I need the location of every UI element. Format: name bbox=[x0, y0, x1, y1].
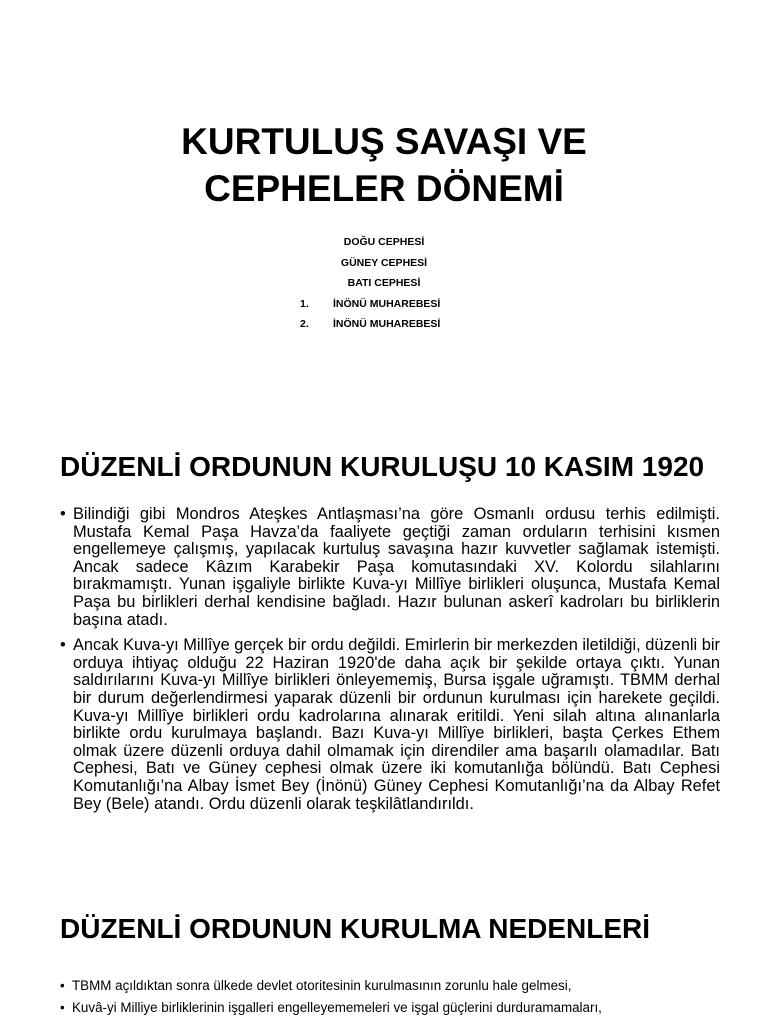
front-item-south: GÜNEY CEPHESİ bbox=[340, 256, 428, 269]
title-slide bbox=[0, 118, 768, 335]
main-title-line-2: CEPHELER DÖNEMİ bbox=[204, 168, 564, 209]
reason-item bbox=[60, 978, 740, 994]
paragraph-item bbox=[60, 506, 720, 629]
numbered-item-2 bbox=[300, 314, 500, 335]
main-title-line-1: KURTULUŞ SAVAŞI VE bbox=[181, 121, 587, 162]
section-title-army-establishment: DÜZENLİ ORDUNUN KURULUŞU 10 KASIM 1920 bbox=[60, 451, 705, 482]
front-list bbox=[0, 232, 768, 335]
reason-item bbox=[60, 1000, 740, 1016]
reasons-list bbox=[60, 978, 740, 1022]
bullet-icon: • bbox=[60, 1000, 65, 1015]
numbered-item-2-number: 2. bbox=[300, 318, 309, 330]
numbered-item-1 bbox=[300, 294, 500, 315]
bullet-icon: • bbox=[60, 978, 65, 993]
main-title bbox=[0, 118, 768, 212]
reason-text: Kuvâ-yi Milliye birliklerinin işgalleri engelleyememeleri ve işgal güçlerini durduramamaları, bbox=[72, 1000, 602, 1015]
numbered-item-1-text: İNÖNÜ MUHAREBESİ bbox=[333, 297, 441, 310]
numbered-item-2-text: İNÖNÜ MUHAREBESİ bbox=[333, 318, 441, 330]
paragraph-text: Bilindiği gibi Mondros Ateşkes Antlaşması’na göre Osmanlı ordusu terhis edilmişti. Mustafa Kemal Paşa Havza’da faaliyete geçtiği zaman orduların terhisini kısmen engellemeye çalışmış, yapılacak kurtuluş savaşına hazır kuvvetler sağlamak istemişti. Ancak sadece Kâzım Karabekir Paşa komutasındaki XV. Kolordu silahlarını bırakmamıştı. Yunan işgaliyle birlikte Kuva-yı Millîye birlikleri oluşunca, Mustafa Kemal Paşa bu birlikleri derhal kendisine bağladı. Hazır bulunan askerî kadroları bu birliklerin başına atadı. bbox=[73, 505, 720, 629]
numbered-item-1-number: 1. bbox=[300, 297, 309, 310]
front-item-west: BATI CEPHESİ bbox=[347, 277, 421, 289]
front-item-east: DOĞU CEPHESİ bbox=[343, 236, 425, 248]
paragraph-item bbox=[60, 637, 720, 813]
paragraph-text: Ancak Kuva-yı Millîye gerçek bir ordu değildi. Emirlerin bir merkezden iletildiği, düzenli bir orduya ihtiyaç olduğu 22 Haziran 1920'de daha açık bir şekilde ortaya çıktı. Yunan saldırılarını Kuva-yı Millîye birlikleri önleyememiş, Bursa işgale uğramıştı. TBMM derhal bir durum değerlendirmesi yaparak düzenli bir ordunun kurulması için harekete geçildi. Kuva-yı Millîye birlikleri ordu kadrolarına alınarak eritildi. Yeni silah altına alınanlarla birlikte ordu kurulmaya başlandı. Bazı Kuva-yı Millîye birlikleri, başta Çerkes Ethem olmak üzere düzenli orduya dahil olmamak için direndiler ama başarılı olamadılar. Batı Cephesi, Batı ve Güney cephesi olmak üzere iki komutanlığa bölündü. Batı Cephesi Komutanlığı’na Albay İsmet Bey (İnönü) Güney Cephesi Komutanlığı’na da Albay Refet Bey (Bele) atandı. Ordu düzenli olarak teşkilâtlandırıldı. bbox=[73, 636, 720, 813]
army-establishment-paragraphs bbox=[60, 506, 720, 821]
bullet-icon: • bbox=[60, 505, 66, 523]
numbered-list bbox=[0, 294, 768, 335]
bullet-icon: • bbox=[60, 636, 66, 655]
section-title-reasons: DÜZENLİ ORDUNUN KURULMA NEDENLERİ bbox=[60, 913, 651, 944]
reason-text: TBMM açıldıktan sonra ülkede devlet otoritesinin kurulmasının zorunlu hale gelmesi, bbox=[72, 978, 572, 993]
